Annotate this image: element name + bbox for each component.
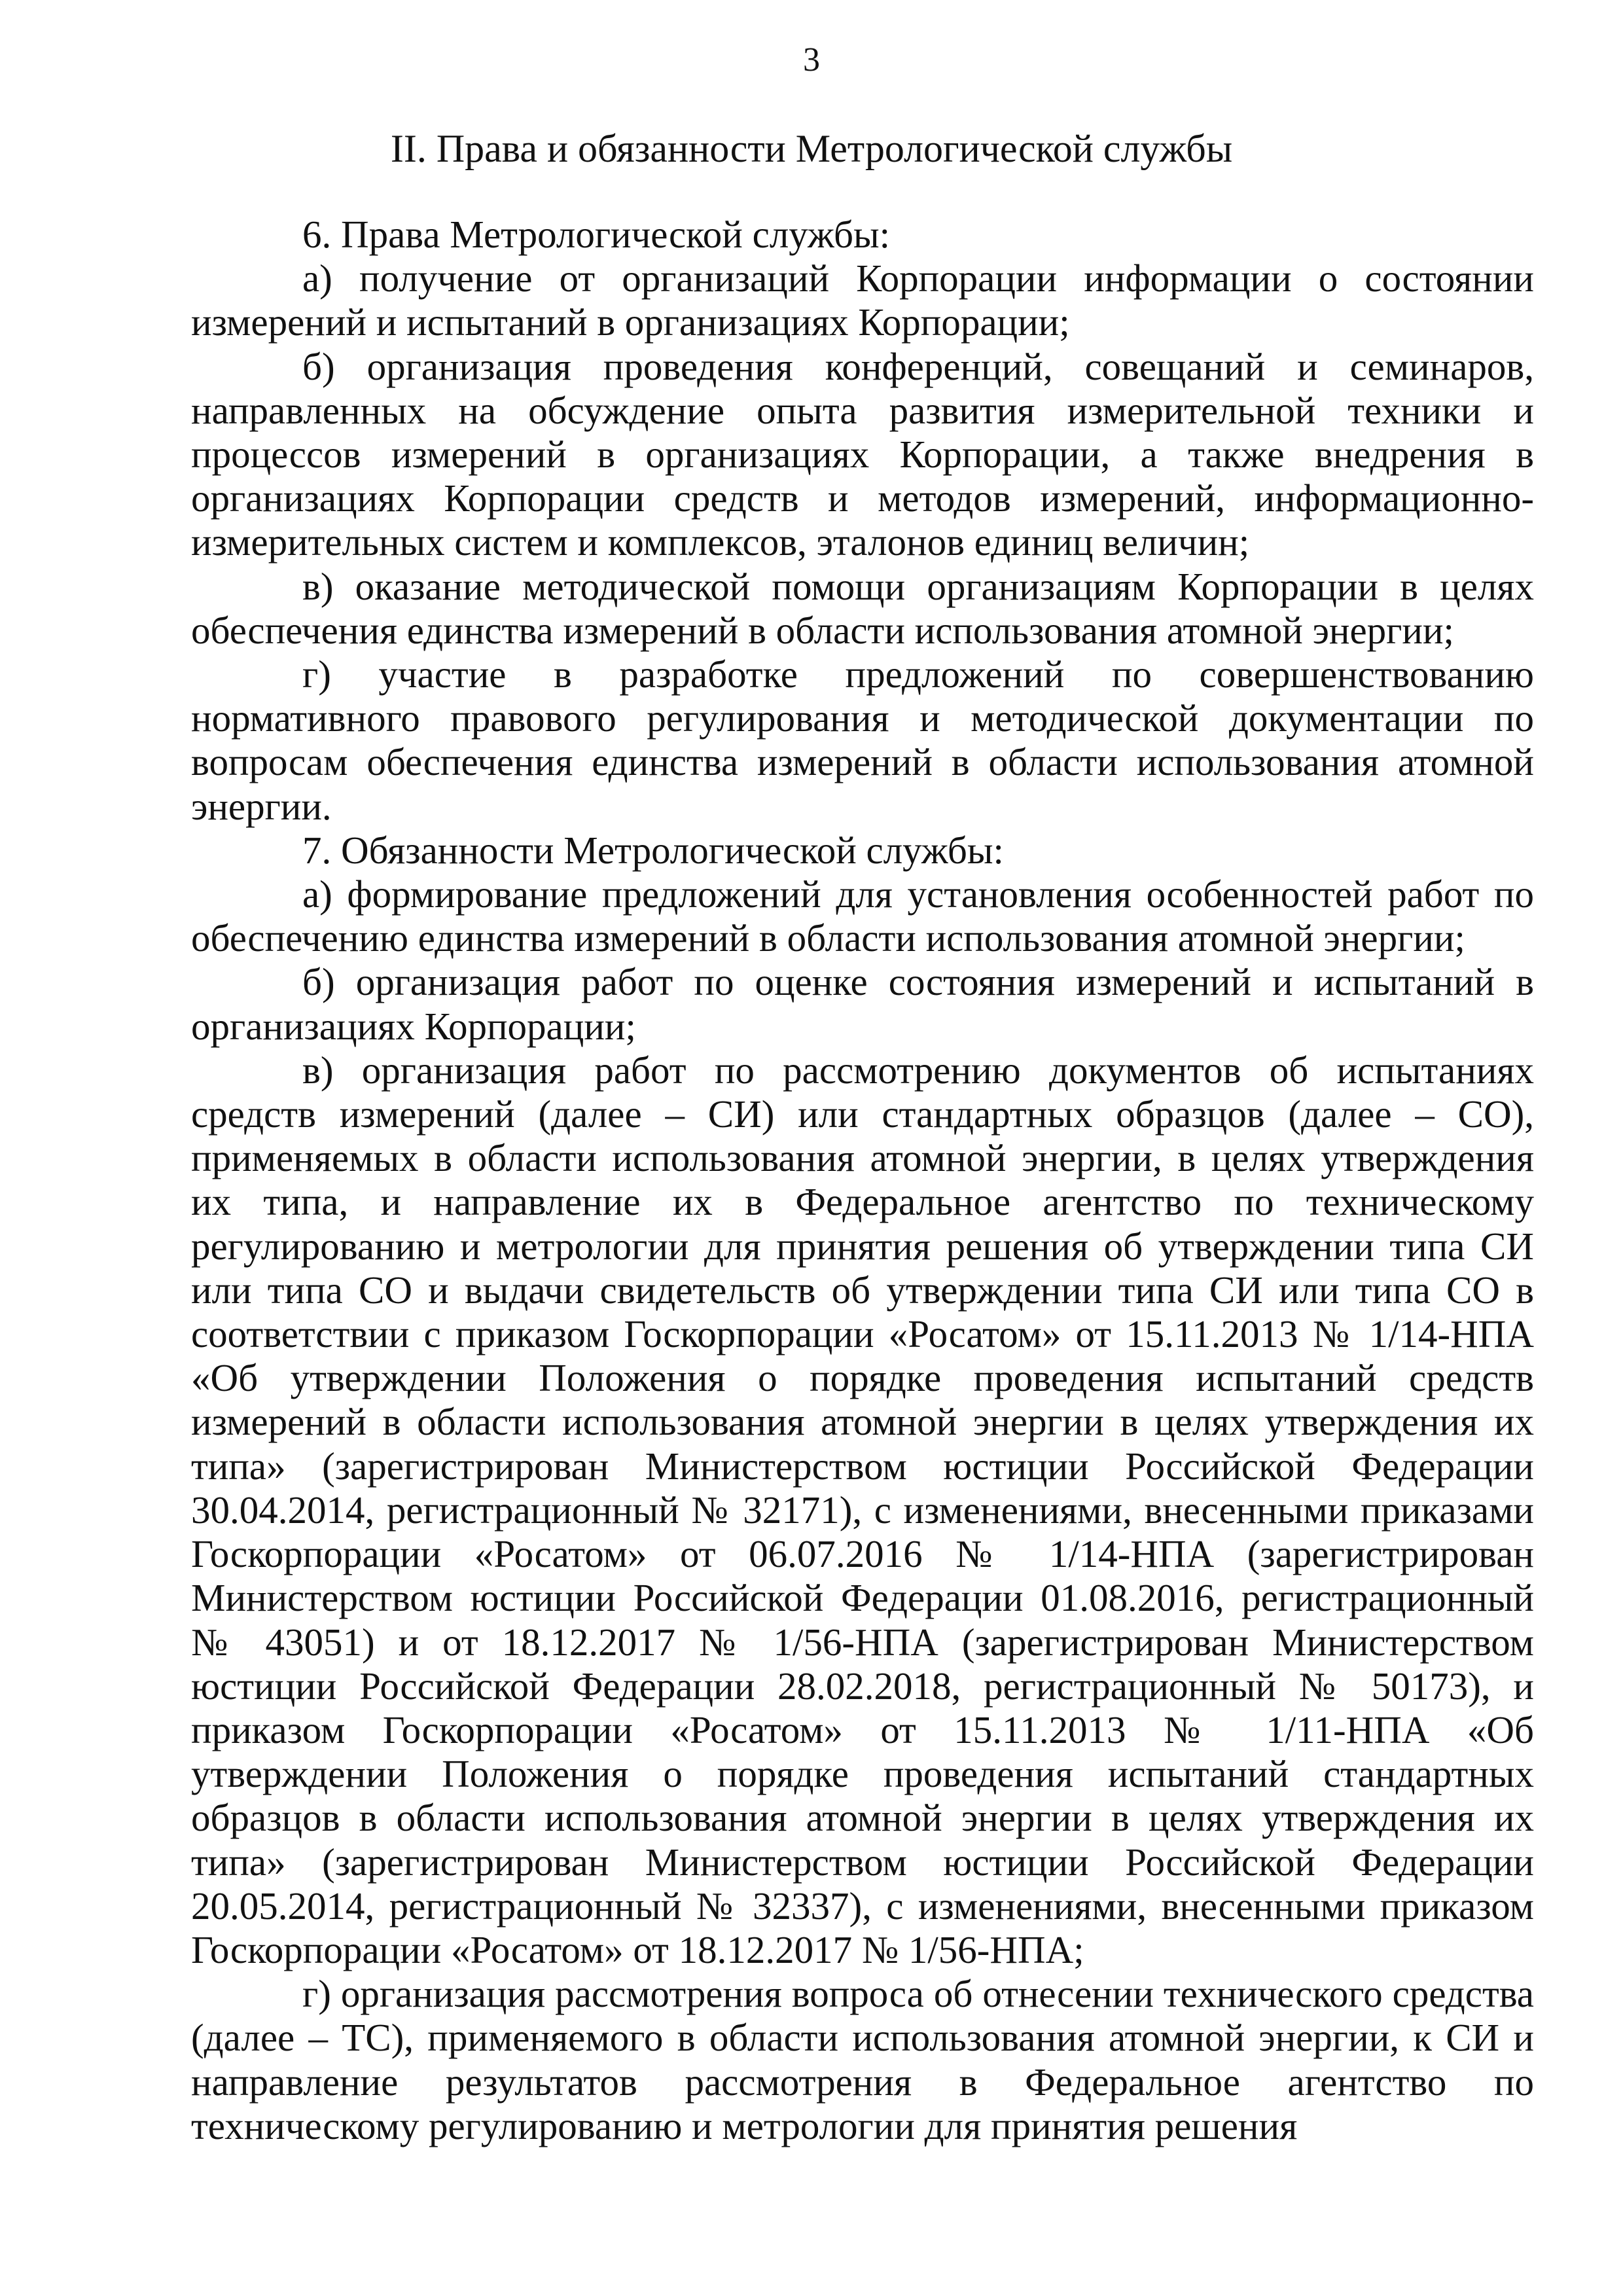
duties-item-v: в) организация работ по рассмотрению документов об испытаниях средств измерений (далее – СИ) или стандартных образцов (далее – СО), применяемых в области использования атомной энергии, в целях утверждения их типа, и направление их в Федеральное агентство по техническому регулированию и метрологии для принятия решения об утверждении типа СИ или типа СО и выдачи свидетельств об утверждении типа СИ или типа СО в соответствии с приказом Госкорпорации «Росатом» от 15.11.2013 № 1/14-НПА «Об утверждении Положения о порядке проведения испытаний средств измерений в области использования атомной энергии в целях утверждения их типа» (зарегистрирован Министерством юстиции Российской Федерации 30.04.2014, регистрационный № 32171), с изменениями, внесенными приказами Госкорпорации «Росатом» от 06.07.2016 № 1/14-НПА (зарегистрирован Министерством юстиции Российской Федерации 01.08.2016, регистрационный № 43051) и от 18.12.2017 № 1/56-НПА (зарегистрирован Министерством юстиции Российской Федерации 28.02.2018, регистрационный № 50173), и приказом Госкорпорации «Росатом» от 15.11.2013 № 1/11-НПА «Об утверждении Положения о порядке проведения испытаний стандартных образцов в области использования атомной энергии в целях утверждения их типа» (зарегистрирован Министерством юстиции Российской Федерации 20.05.2014, регистрационный № 32337), с изменениями, внесенными приказом Госкорпорации «Росатом» от 18.12.2017 № 1/56-НПА;: [191, 1048, 1534, 1971]
rights-item-a: а) получение от организаций Корпорации информации о состоянии измерений и испытаний в организациях Корпорации;: [191, 257, 1534, 344]
rights-item-g: г) участие в разработке предложений по совершенствованию нормативного правового регулирования и методической документации по вопросам обеспечения единства измерений в области использования атомной энергии.: [191, 653, 1534, 828]
duties-heading: 7. Обязанности Метрологической службы:: [302, 828, 1004, 872]
duties-item-g: г) организация рассмотрения вопроса об отнесении технического средства (далее – ТС), применяемого в области использования атомной энергии, к СИ и направление результатов рассмотрения в Федеральное агентство по техническому регулированию и метрологии для принятия решения: [191, 1972, 1534, 2147]
rights-heading: 6. Права Метрологической службы:: [302, 213, 891, 256]
document-body: [191, 213, 1534, 2148]
page-number: 3: [803, 41, 820, 79]
section-title: II. Права и обязанности Метрологической службы: [390, 127, 1233, 170]
rights-item-b: б) организация проведения конференций, совещаний и семинаров, направленных на обсуждение опыта развития измерительной техники и процессов измерений в организациях Корпорации, а также внедрения в организациях Корпорации средств и методов измерений, информационно-измерительных систем и комплексов, эталонов единиц величин;: [191, 344, 1534, 564]
duties-item-b: б) организация работ по оценке состояния измерений и испытаний в организациях Корпорации;: [191, 960, 1534, 1048]
duties-item-a: а) формирование предложений для установления особенностей работ по обеспечению единства измерений в области использования атомной энергии;: [191, 872, 1534, 960]
rights-item-v: в) оказание методической помощи организациям Корпорации в целях обеспечения единства измерений в области использования атомной энергии;: [191, 564, 1534, 652]
